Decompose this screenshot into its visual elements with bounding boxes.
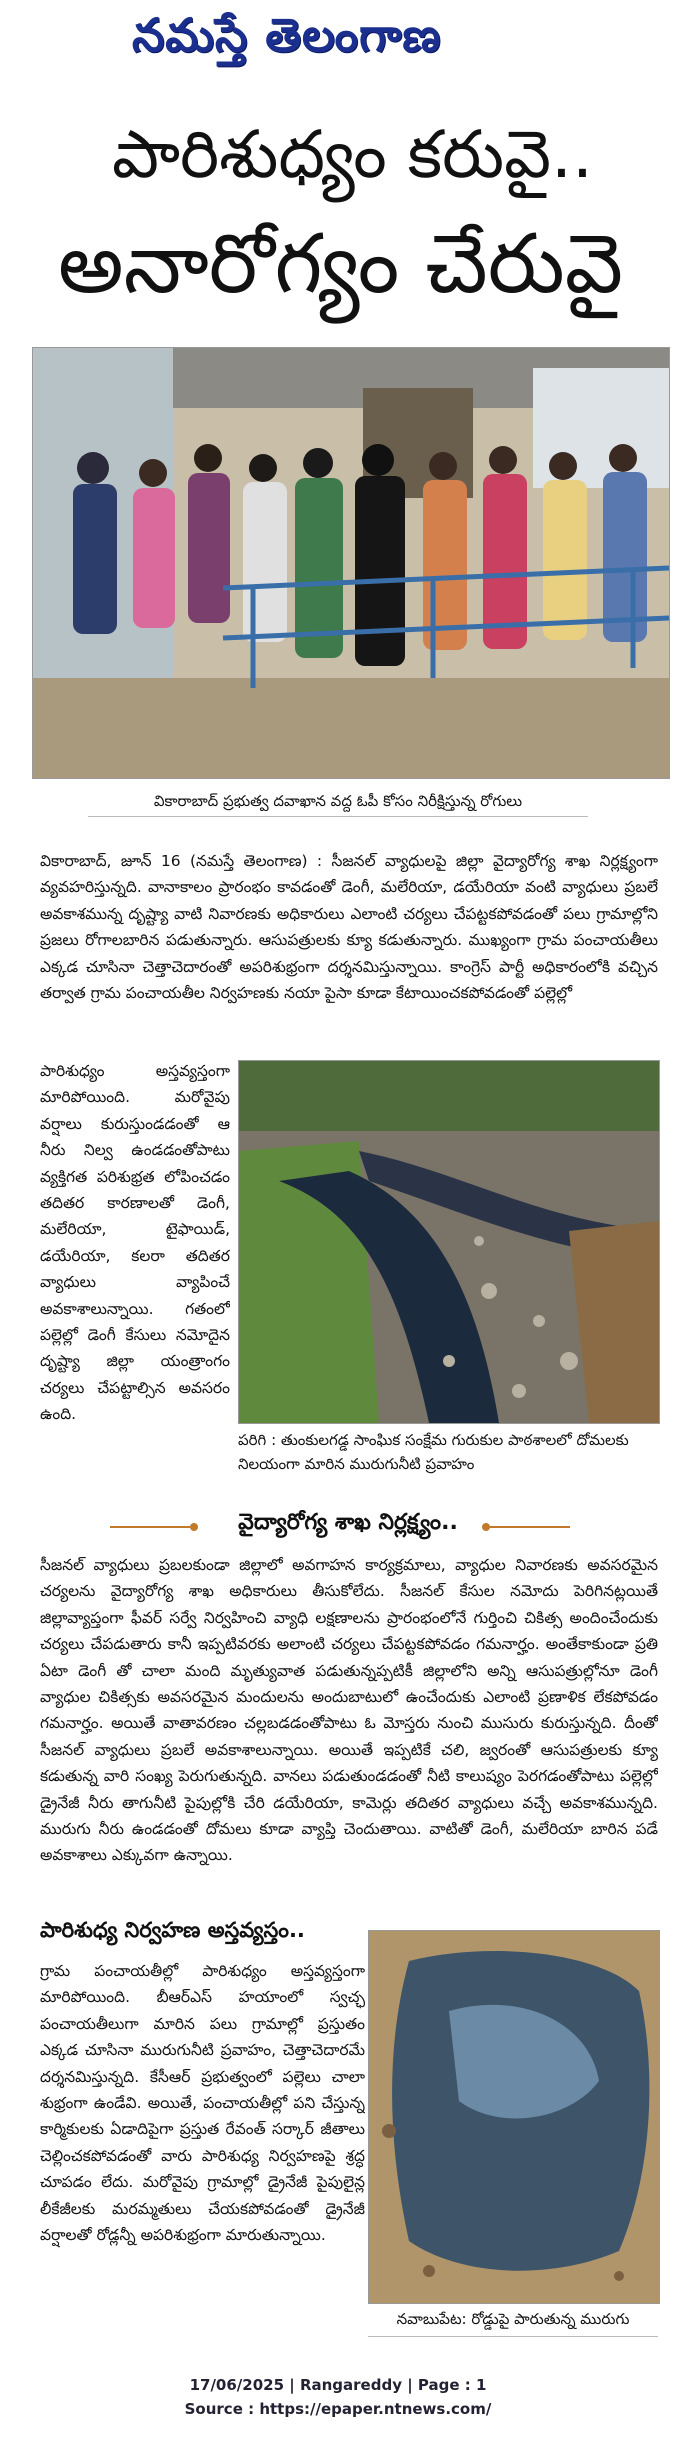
footer-date-edition: 17/06/2025 | Rangareddy | Page : 1: [189, 2376, 487, 2394]
photo-caption-road-sewage: నవాబుపేట: రోడ్డుపై పారుతున్న మురుగు: [368, 2308, 658, 2337]
masthead-logo: నమస్తే తెలంగాణ: [132, 8, 442, 62]
section-heading-health-dept: వైద్యారోగ్య శాఖ నిర్లక్ష్యం..: [238, 1510, 458, 1535]
photo-sewage-stream: [238, 1060, 660, 1424]
article-paragraph-1-continued: పారిశుధ్యం అస్తవ్యస్తంగా మారిపోయింది. మరోవైపు వర్షాలు కురుస్తుండడంతో ఆ నీరు నిల్వ ఉండడంతోపాటు వ్యక్తిగత పరిశుభ్రత లోపించడం తదితర కారణాలతో డెంగీ, మలేరియా, టైఫాయిడ్, డయేరియా, కలరా తదితర వ్యాధులు వ్యాపించే అవకాశాలున్నాయి. గతంలో పల్లెల్లో డెంగీ కేసులు నమోదైన దృష్ట్యా జిల్లా యంత్రాంగం చర్యలు చేపట్టాల్సిన అవసరం ఉంది.: [40, 1062, 230, 1424]
article-paragraph-3: గ్రామ పంచాయతీల్లో పారిశుధ్యం అస్తవ్యస్తంగా మారిపోయింది. బీఆర్ఎస్ హయాంలో స్వచ్ఛ పంచాయతీలుగా మారిన పలు గ్రామాల్లో ప్రస్తుతం ఎక్కడ చూసినా మురుగునీటి ప్రవాహం, చెత్తాచెదారమే దర్శనమిస్తున్నది. కేసీఆర్ ప్రభుత్వంలో పల్లెలు చాలా శుభ్రంగా ఉండేవి. అయితే, పంచాయతీల్లో పని చేస్తున్న కార్మికులకు ఏడాదిపైగా ప్రస్తుత రేవంత్ సర్కార్ జీతాలు చెల్లించకపోవడంతో వారు పారిశుధ్య నిర్వహణపై శ్రద్ధ చూపడం లేదు. మరోవైపు గ్రామాల్లో డ్రైనేజీ పైపులైన్ల లీకేజీలకు మరమ్మతులు చేయకపోవడంతో డ్రైనేజీ వర్షాలతో రోడ్లన్నీ అపరిశుభ్రంగా మారుతున్నాయి.: [40, 1962, 365, 2245]
article-paragraph-2: సీజనల్ వ్యాధులు ప్రబలకుండా జిల్లాలో అవగాహన కార్యక్రమాలు, వ్యాధుల నివారణకు అవసరమైన చర్యలను వైద్యారోగ్య శాఖ అధికారులు తీసుకోలేదు. సీజనల్ కేసుల నమోదు పెరిగినట్లయితే జిల్లావ్యాప్తంగా ఫీవర్ సర్వే నిర్వహించి వ్యాధి లక్షణాలను ప్రారంభంలోనే గుర్తించి చికిత్స అందించేందుకు చర్యలు చేపడుతారు కానీ ఇప్పటివరకు అలాంటి చర్యలు చేపట్టకపోవడం గమనార్హం. అంతేకాకుండా ప్రతి ఏటా డెంగీ తో చాలా మంది మృత్యువాత పడుతున్నప్పటికీ జిల్లాలోని అన్ని ఆసుపత్రుల్లోనూ డెంగీ వ్యాధుల చికిత్సకు అవసరమైన మందులను అందుబాటులో ఉంచేందుకు ఎలాంటి ప్రణాళిక లేకపోవడం గమనార్హం. అయితే వాతావరణం చల్లబడడంతోపాటు ఓ మోస్తరు నుంచి ముసురు కురుస్తున్నది. దీంతో సీజనల్ వ్యాధులు ప్రబలే అవకాశాలున్నాయి. అయితే ఇప్పటికే చలి, జ్వరంతో ఆసుపత్రులకు క్యూ కడుతున్న వారి సంఖ్య పెరుగుతున్నది. వానలు పడుతుండడంతో నీటి కాలుష్యం పెరగడంతోపాటు పల్లెల్లో డ్రైనేజీ నీరు తాగునీటి పైపుల్లోకి చేరి డయేరియా, కామెర్లు తదితర వ్యాధులు వచ్చే అవకాశమున్నది. మురుగు నీరు ఉండడంతో దోమలు కూడా వ్యాప్తి చెందుతాయి. వాటితో డెంగీ, మలేరియా బారిన పడే అవకాశాలు ఎక్కువగా ఉన్నాయి.: [40, 1556, 658, 1865]
footer-source-link[interactable]: Source : https://epaper.ntnews.com/: [184, 2400, 492, 2418]
ornament-right-icon: [480, 1522, 570, 1532]
section-heading-sanitation: పారిశుధ్య నిర్వహణ అస్తవ్యస్తం..: [40, 1918, 305, 1942]
photo-road-sewage: [368, 1930, 660, 2304]
headline-line-1: పారిశుధ్యం కరువై..: [112, 116, 593, 193]
headline-line-2: అనారోగ్యం చేరువై: [58, 217, 624, 312]
photo-caption-sewage: పరిగి : తుంకులగడ్డ సాంఘిక సంక్షేమ గురుకుల పాఠశాలలో దోమలకు నిలయంగా మారిన మురుగునీటి ప్రవాహం: [238, 1431, 629, 1473]
photo-hospital-queue: [32, 347, 670, 779]
photo-caption-hospital: వికారాబాద్ ప్రభుత్వ దవాఖాన వద్ద ఓపీ కోసం నిరీక్షిస్తున్న రోగులు: [88, 790, 588, 817]
ornament-left-icon: [110, 1522, 200, 1532]
article-paragraph-1: వికారాబాద్, జూన్ 16 (నమస్తే తెలంగాణ) : సీజనల్ వ్యాధులపై జిల్లా వైద్యారోగ్య శాఖ నిర్లక్ష్యంగా వ్యవహరిస్తున్నది. వానాకాలం ప్రారంభం కావడంతో డెంగీ, మలేరియా, డయేరియా వంటి వ్యాధులు ప్రబలే అవకాశమున్న దృష్ట్యా వాటి నివారణకు అధికారులు ఎలాంటి చర్యలు చేపట్టకపోవడంతో పలు గ్రామాల్లోని ప్రజలు రోగాలబారిన పడుతున్నారు. ఆసుపత్రులకు క్యూ కడుతున్నారు. ముఖ్యంగా గ్రామ పంచాయతీలు ఎక్కడ చూసినా చెత్తాచెదారంతో అపరిశుభ్రంగా దర్శనమిస్తున్నాయి. కాంగ్రెస్ పార్టీ అధికారంలోకి వచ్చిన తర్వాత గ్రామ పంచాయతీల నిర్వహణకు నయా పైసా కూడా కేటాయించకపోవడంతో పల్లెల్లో: [40, 852, 658, 1003]
